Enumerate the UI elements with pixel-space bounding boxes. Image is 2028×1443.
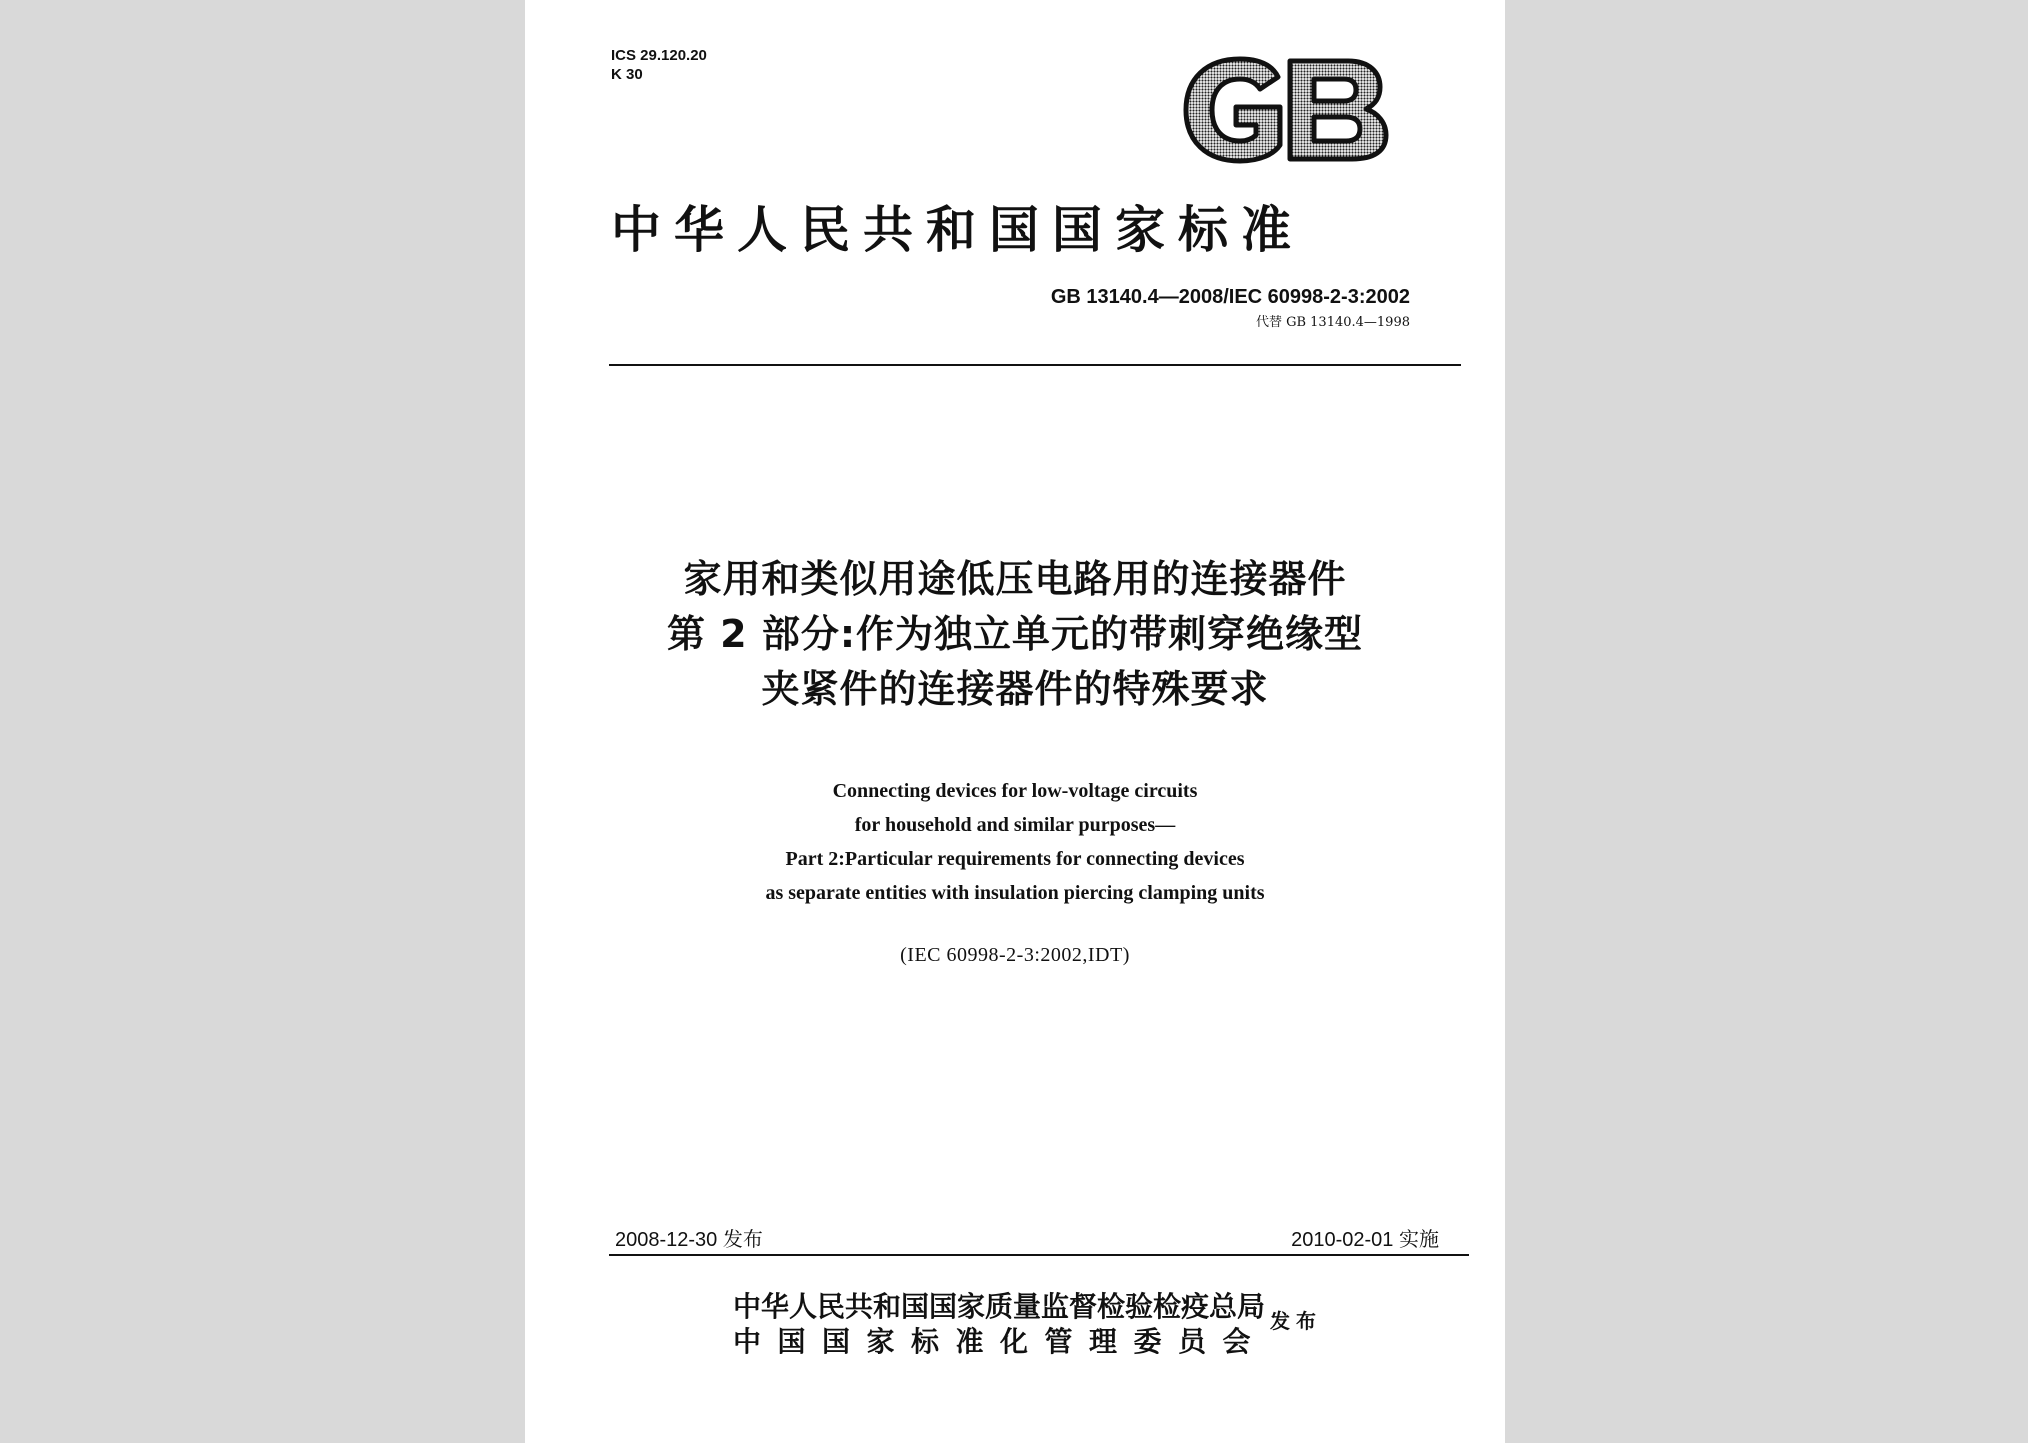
standard-number: GB 13140.4—2008/IEC 60998-2-3:2002	[1050, 286, 1410, 308]
document-page	[525, 0, 1505, 1443]
header-divider	[609, 364, 1461, 366]
publish-label: 发布	[1270, 1309, 1322, 1333]
issue-date: 2008-12-30 发布	[615, 1229, 763, 1251]
english-title-line-2: for household and similar purposes—	[854, 814, 1176, 836]
gb-logo-icon	[1180, 55, 1390, 165]
english-title-line-4: as separate entities with insulation piercing clamping units	[765, 882, 1265, 904]
footer-divider	[609, 1254, 1469, 1256]
chinese-title-line-3: 夹紧件的连接器件的特殊要求	[761, 667, 1269, 711]
classification-codes	[611, 46, 707, 84]
chinese-title-line-1: 家用和类似用途低压电路用的连接器件	[683, 557, 1347, 601]
english-title-line-3: Part 2:Particular requirements for connecting devices	[785, 848, 1245, 870]
chinese-title	[565, 552, 1465, 717]
ccs-code: K 30	[611, 66, 643, 83]
english-title-line-1: Connecting devices for low-voltage circuits	[832, 780, 1198, 802]
english-title	[565, 774, 1465, 910]
effective-date: 2010-02-01 实施	[1291, 1229, 1439, 1251]
chinese-title-line-2: 第 2 部分:作为独立单元的带刺穿绝缘型	[666, 612, 1364, 656]
replaces-note: 代替 GB 13140.4—1998	[1255, 315, 1410, 330]
publisher-sac: 中国国家标准化管理委员会	[733, 1325, 1268, 1358]
ics-code: ICS 29.120.20	[611, 47, 707, 64]
publisher-aqsiq: 中华人民共和国国家质量监督检验检疫总局	[733, 1290, 1266, 1323]
iec-equivalence: (IEC 60998-2-3:2002,IDT)	[900, 944, 1130, 966]
national-standard-heading: 中华人民共和国国家标准	[611, 200, 1304, 259]
